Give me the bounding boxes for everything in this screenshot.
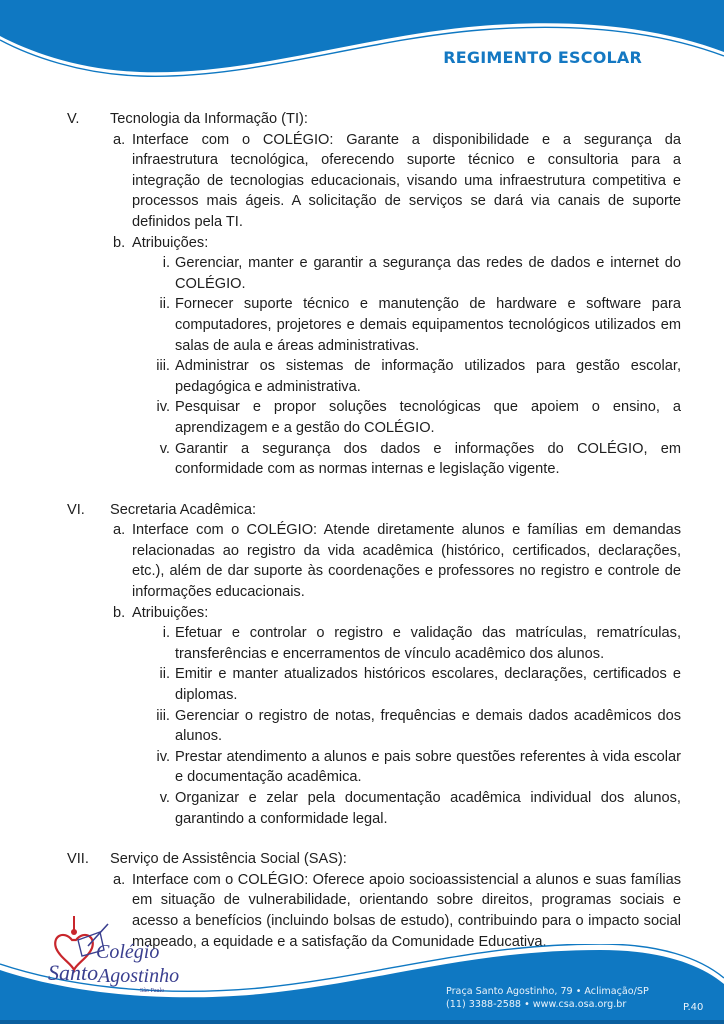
section-title: Serviço de Assistência Social (SAS): xyxy=(110,851,347,868)
list-item xyxy=(0,747,724,788)
list-item-text: Pesquisar e propor soluções tecnológicas que apoiem o ensino, a aprendizagem e a gestão do COLÉGIO. xyxy=(175,399,681,436)
list-marker: iv. xyxy=(156,748,170,765)
address-line: Praça Santo Agostinho, 79 • Aclimação/SP xyxy=(446,986,649,997)
svg-text:São Paulo: São Paulo xyxy=(140,988,165,994)
heart-book-emblem-icon xyxy=(44,910,184,998)
list-item xyxy=(0,356,724,397)
interface-paragraph xyxy=(0,520,724,602)
list-item xyxy=(0,397,724,438)
document-title: REGIMENTO ESCOLAR xyxy=(443,48,642,67)
list-item-text: Organizar e zelar pela documentação acadêmica individual dos alunos, garantindo a conformidade legal. xyxy=(175,790,681,827)
footer-contact xyxy=(446,985,649,1011)
list-marker: ii. xyxy=(159,296,170,313)
list-marker: a. xyxy=(113,522,126,539)
list-item-text: Fornecer suporte técnico e manutenção de hardware e software para computadores, projetores e demais equipamentos tecnológicos utilizados em salas de aula e áreas administrativas. xyxy=(175,296,681,354)
list-marker: ii. xyxy=(159,666,170,683)
list-marker: iii. xyxy=(156,707,170,724)
svg-text:Colégio: Colégio xyxy=(96,941,160,963)
section-title: Secretaria Acadêmica: xyxy=(110,501,257,518)
interface-text: Interface com o COLÉGIO: Garante a disponibilidade e a segurança da infraestrutura tecnológica, oferecendo suporte técnico e consultoria para a integração de tecnologias educacionais, visando uma infraestrutura competitiva e processos mais ágeis. A solicitação de serviços se dará via canais de suporte definidos pela TI. xyxy=(132,131,681,230)
regiment-content xyxy=(0,109,724,972)
svg-text:Agostinho: Agostinho xyxy=(98,965,180,987)
list-marker: v. xyxy=(159,790,170,806)
list-item xyxy=(0,788,724,829)
list-item-text: Gerenciar, manter e garantir a segurança das redes de dados e internet do COLÉGIO. xyxy=(175,255,681,292)
list-item xyxy=(0,294,724,356)
list-item xyxy=(0,664,724,705)
section-number: VI. xyxy=(67,501,85,518)
section-ti xyxy=(0,109,724,480)
header-wave-banner xyxy=(0,0,724,80)
interface-text: Interface com o COLÉGIO: Atende diretamente alunos e famílias em demandas relacionadas ao registro da vida acadêmica (histórico, certificados, declarações, etc.), além de dar suporte às coordenações e professores no registro e controle de informações educacionais. xyxy=(132,522,681,601)
list-item-text: Prestar atendimento a alunos e pais sobre questões referentes à vida escolar e documentação acadêmica. xyxy=(175,748,681,786)
section-number: VII. xyxy=(67,851,89,868)
svg-text:Santo: Santo xyxy=(48,960,99,985)
list-marker: iv. xyxy=(156,399,170,416)
section-secretaria xyxy=(0,500,724,830)
list-item xyxy=(0,439,724,480)
list-item-text: Administrar os sistemas de informação utilizados para gestão escolar, pedagógica e administrativa. xyxy=(175,358,681,395)
list-marker: i. xyxy=(162,625,170,642)
list-item-text: Gerenciar o registro de notas, frequências e demais dados acadêmicos dos alunos. xyxy=(175,707,681,745)
section-heading xyxy=(0,849,724,870)
list-item-text: Emitir e manter atualizados históricos escolares, declarações, certificados e diplomas. xyxy=(175,666,681,704)
list-marker: v. xyxy=(159,440,170,457)
list-marker: a. xyxy=(113,131,126,148)
list-item xyxy=(0,623,724,664)
interface-text: Interface com o COLÉGIO: Oferece apoio socioassistencial a alunos e suas famílias em situação de vulnerabilidade, orientando sobre direitos, programas sociais e acesso a benefícios (incluindo bolsas de estudo), contribuindo para o impacto social mapeado, a equidade e a satisfação da Comunidade Educativa. xyxy=(132,871,681,950)
phone-website-line: (11) 3388-2588 • www.csa.osa.org.br xyxy=(446,999,627,1010)
list-marker: b. xyxy=(113,604,126,621)
list-item xyxy=(0,706,724,747)
list-item-text: Garantir a segurança dos dados e informações do COLÉGIO, em conformidade com as normas internas e legislação vigente. xyxy=(175,440,681,478)
list-item xyxy=(0,253,724,294)
list-marker: i. xyxy=(162,255,170,272)
attributions-label: Atribuições: xyxy=(132,234,209,251)
school-logo xyxy=(44,910,184,998)
list-marker: a. xyxy=(113,871,126,888)
interface-paragraph xyxy=(0,130,724,233)
list-marker: b. xyxy=(113,234,126,251)
section-heading xyxy=(0,109,724,130)
section-number: V. xyxy=(67,111,80,127)
page-number: P.40 xyxy=(683,1002,704,1013)
section-title: Tecnologia da Informação (TI): xyxy=(110,111,308,127)
attributions-heading xyxy=(0,233,724,254)
attributions-heading xyxy=(0,603,724,624)
list-item-text: Efetuar e controlar o registro e validação das matrículas, rematrículas, transferências e encerramentos de vínculo acadêmico dos alunos. xyxy=(175,625,681,662)
list-marker: iii. xyxy=(156,358,170,375)
section-heading xyxy=(0,500,724,521)
attributions-label: Atribuições: xyxy=(132,604,209,621)
